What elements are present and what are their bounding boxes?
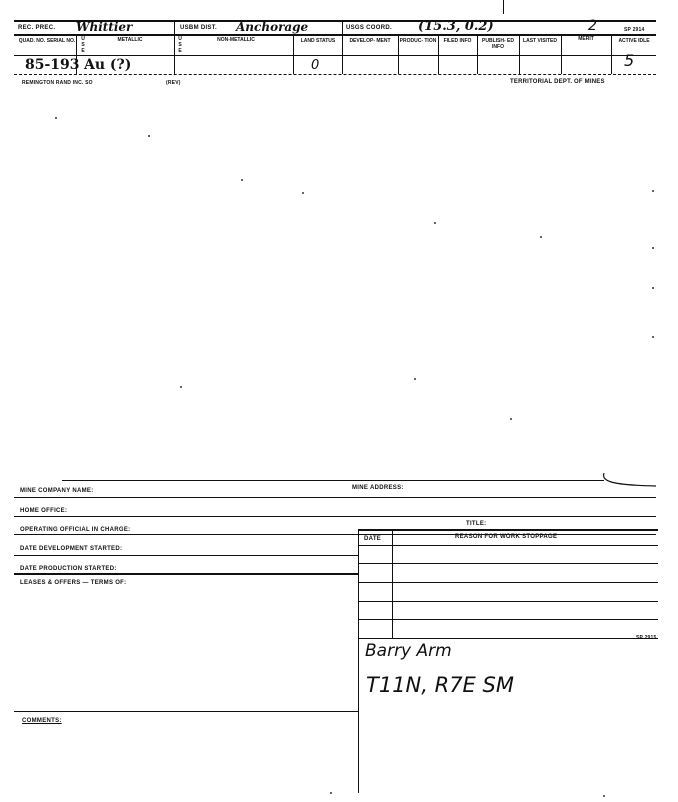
mine-company-name-label: MINE COMPANY NAME:: [20, 488, 94, 494]
col-use-nonmetallic: U S E: [178, 36, 182, 54]
col-development: DEVELOP- MENT: [349, 38, 391, 44]
handwritten-township: T11N, R7E SM: [366, 673, 514, 697]
col-metallic: METALLIC: [117, 37, 143, 43]
record-bottom-rule: [14, 74, 656, 75]
record-land-status: 0: [311, 58, 320, 73]
col-merit: MERIT: [578, 36, 594, 42]
col-published-info: PUBLISH- ED INFO: [482, 38, 514, 50]
usbm-dist-value: Anchorage: [236, 20, 309, 34]
mine-address-label: MINE ADDRESS:: [352, 485, 404, 491]
column-header-rule: [14, 55, 656, 56]
col-last-visited: LAST VISITED: [523, 38, 557, 44]
revision-code: (REV): [166, 80, 181, 86]
form-number: SP 2914: [624, 27, 645, 33]
col-active-idle: ACTIVE IDLE: [618, 38, 650, 44]
date-column-header: DATE: [364, 536, 382, 542]
usgs-coord-label: USGS COORD.: [346, 25, 392, 31]
col-production: PRODUC- TION: [399, 38, 437, 44]
record-active-idle: 5: [624, 51, 635, 70]
leases-label: LEASES & OFFERS — TERMS OF:: [20, 580, 127, 586]
stray-tick: [503, 0, 504, 14]
rec-prec-label: REC. PREC.: [18, 25, 56, 31]
printer-credit: REMINGTON RAND INC. SO: [22, 80, 93, 86]
col-serial-no: SERIAL NO.: [46, 38, 76, 44]
col-filed-info: FILED INFO: [443, 38, 472, 44]
col-use-metallic: U S E: [81, 36, 85, 54]
date-production-label: DATE PRODUCTION STARTED:: [20, 566, 117, 572]
col-nonmetallic: NON-METALLIC: [217, 37, 255, 43]
curl-mark: [600, 470, 660, 492]
right-panel-divider: [358, 529, 359, 793]
usgs-coord-value: (15.3, 0.2): [418, 19, 494, 34]
record-serial: 85-193: [25, 57, 80, 73]
usbm-dist-label: USBM DIST.: [180, 25, 218, 31]
title-label: TITLE:: [466, 521, 487, 527]
reason-column-header: REASON FOR WORK STOPPAGE: [455, 534, 558, 540]
operating-official-label: OPERATING OFFICIAL IN CHARGE:: [20, 527, 131, 533]
home-office-label: HOME OFFICE:: [20, 508, 68, 514]
col-land-status: LAND STATUS: [300, 38, 336, 44]
record-metallic: Au (?): [84, 57, 132, 73]
lower-form-number: SP 2915: [636, 635, 657, 641]
department-name: TERRITORIAL DEPT. OF MINES: [510, 79, 605, 85]
lower-top-rule: [62, 480, 604, 481]
comments-label: COMMENTS:: [22, 718, 62, 724]
handwritten-location: Barry Arm: [365, 641, 452, 661]
header-rule: [14, 34, 656, 36]
rec-prec-value: Whittier: [76, 20, 133, 34]
date-development-label: DATE DEVELOPMENT STARTED:: [20, 546, 123, 552]
col-quad-no: QUAD. NO.: [18, 38, 46, 44]
handwritten-mark: 2: [588, 18, 597, 34]
